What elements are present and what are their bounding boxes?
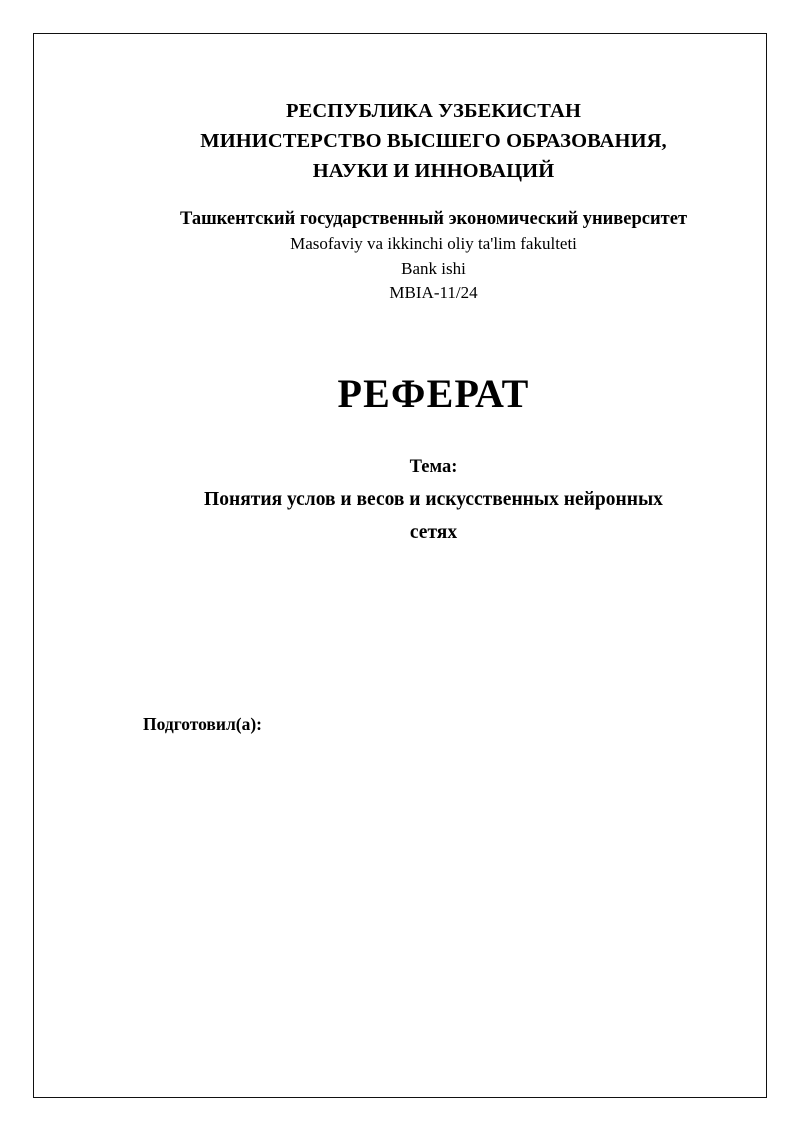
ministry-line-science: НАУКИ И ИННОВАЦИЙ (312, 160, 555, 182)
ministry-heading-block (111, 96, 756, 186)
group-code: MBIA-11/24 (389, 283, 478, 302)
author-block (143, 712, 262, 736)
university-name: Ташкентский государственный экономический университет (179, 209, 688, 229)
program-name: Bank ishi (401, 258, 466, 278)
subject-title-line-1: Понятия услов и весов и искусственных нейронных (204, 489, 663, 510)
subject-title-line-2: сетях (409, 522, 458, 543)
subject-block (111, 452, 756, 548)
author-label: Подготовил(а): (143, 714, 263, 734)
document-type-title: РЕФЕРАТ (337, 371, 530, 416)
subject-label: Тема: (409, 457, 458, 477)
faculty-name: Masofaviy va ikkinchi oliy ta'lim fakulteti (290, 234, 577, 253)
institution-block (111, 206, 756, 306)
page-border-frame (33, 33, 767, 1098)
ministry-line-republic: РЕСПУБЛИКА УЗБЕКИСТАН (286, 100, 581, 122)
title-page-content (111, 34, 756, 1097)
ministry-line-ministry: МИНИСТЕРСТВО ВЫСШЕГО ОБРАЗОВАНИЯ, (200, 130, 667, 152)
